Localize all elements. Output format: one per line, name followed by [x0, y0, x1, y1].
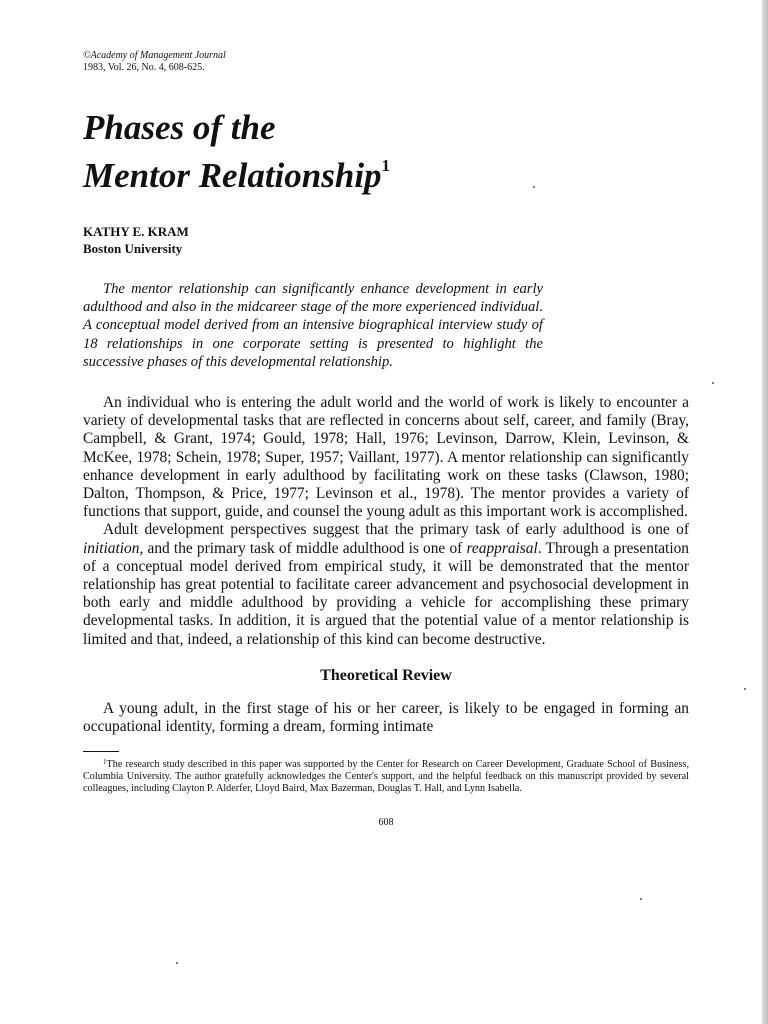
paper-page — [83, 50, 689, 828]
title-line-2-text: Mentor Relationship — [83, 156, 382, 195]
scan-speck — [712, 382, 714, 384]
scan-speck — [640, 898, 642, 900]
page-number: 608 — [378, 817, 394, 829]
section-heading: Theoretical Review — [320, 666, 452, 684]
footnote — [83, 756, 689, 795]
paragraph-2-italic-reappraisal: reappraisal — [466, 539, 538, 557]
scan-speck — [176, 962, 178, 964]
title-line-1: Phases of the — [83, 108, 276, 147]
footnote-mark: 1 — [103, 758, 107, 767]
author-name: KATHY E. KRAM — [83, 224, 189, 239]
paragraph-2-italic-initiation: initiation — [83, 539, 140, 557]
paragraph-2-text-a: Adult development perspectives suggest that the primary task of early adulthood is one of — [103, 521, 689, 539]
body-paragraph-2 — [83, 521, 689, 648]
title-line-2 — [83, 147, 689, 195]
scan-speck — [533, 186, 535, 188]
body-paragraph-1: An individual who is entering the adult world and the world of work is likely to encounter a variety of developmental tasks that are reflected in concerns about self, career, and family (Bray, Campbell, & Grant, 1974; Gould, 1978; Hall, 1976; Levinson, Darrow, Klein, Levinson, & McKee, 1978; Schein, 1978; Super, 1957; Vaillant, 1977). A mentor relationship can significantly enhance development in early adulthood by facilitating work on these tasks (Clawson, 1980; Dalton, Thompson, & Price, 1977; Levinson et al., 1978). The mentor provides a variety of functions that support, guide, and counsel the young adult as this important work is accomplished. — [83, 394, 689, 521]
scan-speck — [744, 688, 746, 690]
article-title — [83, 109, 689, 195]
paragraph-2-text-c: . Through a presentation of a conceptual model derived from empirical study, it will be demonstrated that the mentor relationship has great potential to facilitate career advancement and psychosocial development in both early and middle adulthood by providing a vehicle for accomplishing these primary developmental tasks. In addition, it is argued that the potential value of a mentor relationship is limited and that, indeed, a relationship of this kind can become destructive. — [83, 539, 689, 648]
journal-masthead — [83, 50, 689, 74]
journal-name: ©Academy of Management Journal — [83, 50, 226, 61]
footnote-divider — [83, 751, 119, 752]
paragraph-2-text-b: , and the primary task of middle adulthood is one of — [139, 539, 467, 557]
scan-page-edge — [762, 0, 768, 1024]
author-block — [83, 223, 689, 257]
abstract: The mentor relationship can significantly enhance development in early adulthood and also in the midcareer stage of the more experienced individual. A conceptual model derived from an intensive biographical interview study of 18 relationships in one corporate setting is presented to highlight the successive phases of this developmental relationship. — [83, 281, 543, 370]
title-footnote-mark[interactable]: 1 — [381, 156, 391, 175]
article-body — [83, 394, 689, 736]
issue-citation: 1983, Vol. 26, No. 4, 608-625. — [83, 62, 205, 73]
footnote-text: The research study described in this paper was supported by the Center for Research on Career Development, Graduate School of Business, Columbia University. The author gratefully acknowledges the Center's support, and the helpful feedback on this manuscript provided by several colleagues, including Clayton P. Alderfer, Lloyd Baird, Max Bazerman, Douglas T. Hall, and Lynn Isabella. — [83, 759, 689, 795]
author-affiliation: Boston University — [83, 241, 183, 256]
body-paragraph-3: A young adult, in the first stage of his or her career, is likely to be engaged in forming an occupational identity, forming a dream, forming intimate — [83, 699, 689, 736]
